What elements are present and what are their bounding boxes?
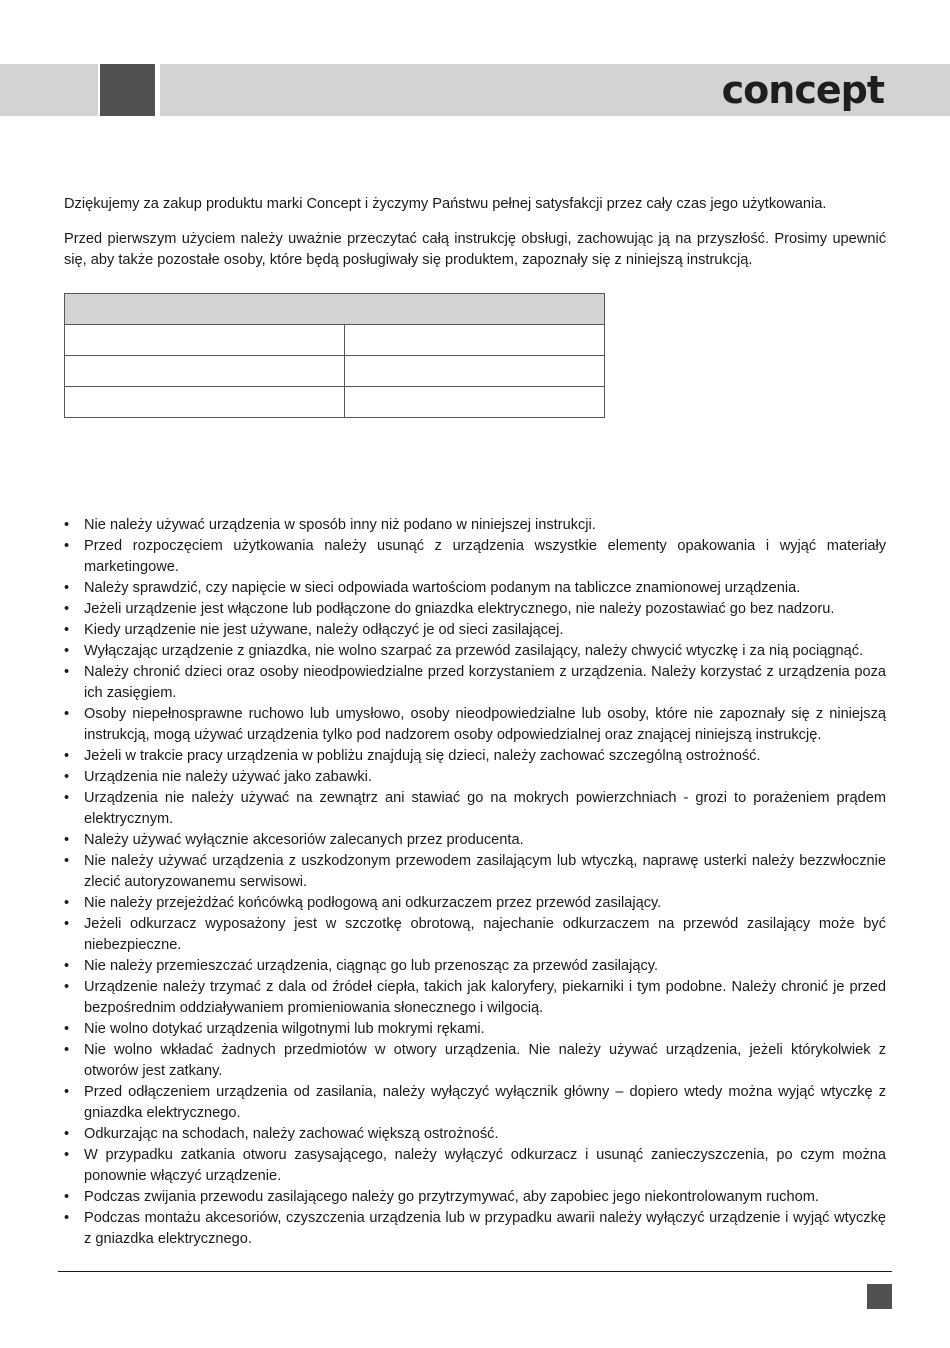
safety-item: • Należy używać wyłącznie akcesoriów zalecanych przez producenta. [64, 830, 886, 851]
intro-paragraph-2: Przed pierwszym użyciem należy uważnie przeczytać całą instrukcję obsługi, zachowując ją na przyszłość. Prosimy upewnić się, aby także pozostałe osoby, które będą posługiwały się produktem, zapoznały się z niniejszą instrukcją. [64, 231, 886, 268]
safety-item: • Jeżeli urządzenie jest włączone lub podłączone do gniazdka elektrycznego, nie należy pozostawiać go bez nadzoru. [64, 599, 886, 620]
spec-table-header-cell [65, 294, 605, 325]
safety-item: • Nie wolno dotykać urządzenia wilgotnymi lub mokrymi rękami. [64, 1019, 886, 1040]
safety-item: • Jeżeli w trakcie pracy urządzenia w pobliżu znajdują się dzieci, należy zachować szczególną ostrożność. [64, 746, 886, 767]
safety-item: • Przed rozpoczęciem użytkowania należy usunąć z urządzenia wszystkie elementy opakowania i wyjąć materiały marketingowe. [64, 536, 886, 578]
safety-item: • Kiedy urządzenie nie jest używane, należy odłączyć je od sieci zasilającej. [64, 620, 886, 641]
safety-item: • Nie należy przemieszczać urządzenia, ciągnąc go lub przenosząc za przewód zasilający. [64, 956, 886, 977]
safety-item: • Podczas zwijania przewodu zasilającego należy go przytrzymywać, aby zapobiec jego niekontrolowanym ruchom. [64, 1187, 886, 1208]
safety-item: • Należy sprawdzić, czy napięcie w sieci odpowiada wartościom podanym na tabliczce znamionowej urządzenia. [64, 578, 886, 599]
spec-table-cell [65, 325, 345, 356]
spec-table-row [65, 387, 605, 418]
safety-item: • Jeżeli odkurzacz wyposażony jest w szczotkę obrotową, najechanie odkurzaczem na przewód zasilający może być niebezpieczne. [64, 914, 886, 956]
spec-table-cell [65, 387, 345, 418]
safety-item: • Przed odłączeniem urządzenia od zasilania, należy wyłączyć wyłącznik główny – dopiero wtedy można wyjąć wtyczkę z gniazdka elektrycznego. [64, 1082, 886, 1124]
spec-table-cell [65, 356, 345, 387]
safety-item: • Urządzenia nie należy używać na zewnątrz ani stawiać go na mokrych powierzchniach - grozi to porażeniem prądem elektrycznym. [64, 788, 886, 830]
footer-square [867, 1284, 892, 1309]
safety-item: • Odkurzając na schodach, należy zachować większą ostrożność. [64, 1124, 886, 1145]
safety-item: • Urządzenie należy trzymać z dala od źródeł ciepła, takich jak kaloryfery, piekarniki i tym podobne. Należy chronić je przed bezpośrednim oddziaływaniem promieniowania słonecznego i wilgocią. [64, 977, 886, 1019]
safety-item: • Nie należy używać urządzenia w sposób inny niż podano w niniejszej instrukcji. [64, 515, 886, 536]
safety-item: • Należy chronić dzieci oraz osoby nieodpowiedzialne przed korzystaniem z urządzenia. Należy korzystać z urządzenia poza ich zasięgiem. [64, 662, 886, 704]
spec-table-row [65, 325, 605, 356]
brand-logo: concept [721, 68, 884, 112]
header-square [100, 64, 155, 116]
safety-item: • Nie wolno wkładać żadnych przedmiotów w otwory urządzenia. Nie należy używać urządzenia, jeżeli którykolwiek z otworów jest zatkany. [64, 1040, 886, 1082]
spec-table-row [65, 356, 605, 387]
safety-item: • Urządzenia nie należy używać jako zabawki. [64, 767, 886, 788]
footer-divider [58, 1271, 892, 1272]
spec-table-cell [345, 325, 605, 356]
safety-item: • Osoby niepełnosprawne ruchowo lub umysłowo, osoby nieodpowiedzialne lub osoby, które nie zapoznały się z niniejszą instrukcją, mogą używać urządzenia tylko pod nadzorem osoby odpowiedzialnej oraz znającej niniejszą instrukcję. [64, 704, 886, 746]
safety-item: • Nie należy przejeżdżać końcówką podłogową ani odkurzaczem przez przewód zasilający. [64, 893, 886, 914]
safety-instructions-list [64, 515, 886, 1250]
safety-item: • Nie należy używać urządzenia z uszkodzonym przewodem zasilającym lub wtyczką, naprawę usterki należy bezzwłocznie zlecić autoryzowanemu serwisowi. [64, 851, 886, 893]
safety-item: • W przypadku zatkania otworu zasysającego, należy wyłączyć odkurzacz i usunąć zanieczyszczenia, po czym można ponownie włączyć urządzenie. [64, 1145, 886, 1187]
spec-table-cell [345, 387, 605, 418]
header-band-left [0, 64, 98, 116]
spec-table [64, 293, 605, 418]
spec-table-cell [345, 356, 605, 387]
safety-item: • Wyłączając urządzenie z gniazdka, nie wolno szarpać za przewód zasilający, należy chwycić wtyczkę i za nią pociągnąć. [64, 641, 886, 662]
intro-paragraph-1: Dziękujemy za zakup produktu marki Concept i życzymy Państwu pełnej satysfakcji przez cały czas jego użytkowania. [64, 196, 827, 212]
spec-table-header-row [65, 294, 605, 325]
safety-item: • Podczas montażu akcesoriów, czyszczenia urządzenia lub w przypadku awarii należy wyłączyć urządzenie i wyjąć wtyczkę z gniazdka elektrycznego. [64, 1208, 886, 1250]
